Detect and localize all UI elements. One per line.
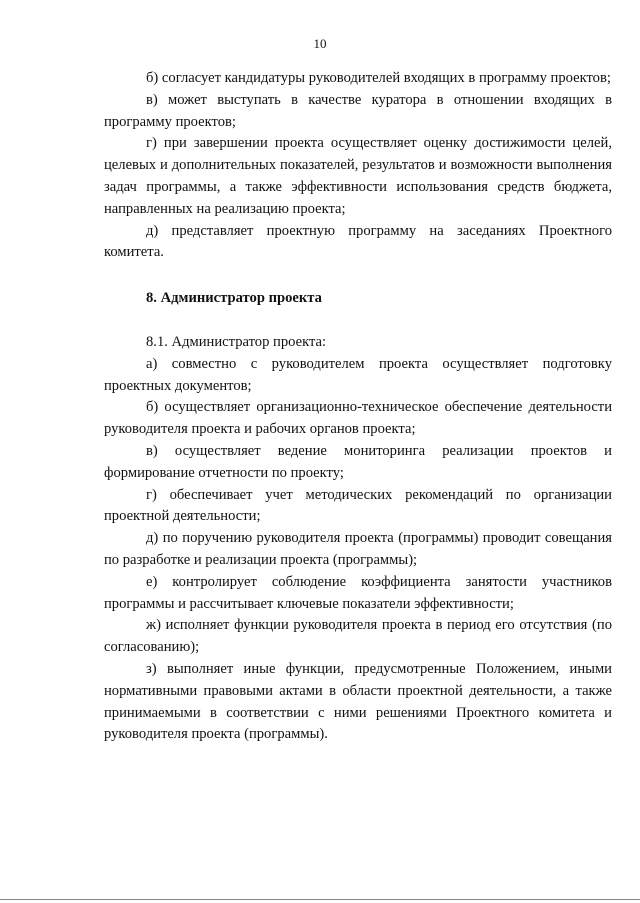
paragraph-8-1-d: д) по поручению руководителя проекта (программы) проводит совещания по разработке и реализации проекта (программы); [104, 530, 612, 568]
paragraph-8-1-b: б) осуществляет организационно-техническое обеспечение деятельности руководителя проекта и рабочих органов проекта; [104, 399, 612, 438]
paragraph-8-1-e: е) контролирует соблюдение коэффициента занятости участников программы и рассчитывает ключевые показатели эффективности; [104, 573, 612, 612]
paragraph-d: д) представляет проектную программу на заседаниях Проектного комитета. [104, 222, 612, 261]
paragraph-8-1-g: г) обеспечивает учет методических рекомендаций по организации проектной деятельности; [104, 486, 612, 525]
document-body [104, 68, 612, 746]
paragraph-g: г) при завершении проекта осуществляет оценку достижимости целей, целевых и дополнительных показателей, результатов и возможности выполнения задач программы, а также эффективности использования средств бюджета, направленных на реализацию проекта; [104, 135, 612, 217]
paragraph-8-1-z: з) выполняет иные функции, предусмотренные Положением, иными нормативными правовыми актами в области проектной деятельности, а также принимаемыми в соответствии с ними решениями Проектного комитета и руководителя проекта (программы). [104, 660, 612, 743]
paragraph-b: б) согласует кандидатуры руководителей входящих в программу проектов; [146, 70, 611, 86]
paragraph-8-1: 8.1. Администратор проекта: [146, 333, 327, 350]
paragraph-8-1-v: в) осуществляет ведение мониторинга реализации проектов и формирование отчетности по проекту; [104, 442, 612, 481]
paragraph-v: в) может выступать в качестве куратора в отношении входящих в программу проектов; [104, 91, 612, 130]
footer-divider [0, 899, 640, 900]
section-heading: 8. Администратор проекта [146, 290, 322, 307]
paragraph-8-1-zh: ж) исполняет функции руководителя проекта в период его отсутствия (по согласованию); [104, 617, 612, 656]
page-number: 10 [313, 36, 327, 51]
paragraph-8-1-a: а) совместно с руководителем проекта осуществляет подготовку проектных документов; [104, 355, 612, 394]
